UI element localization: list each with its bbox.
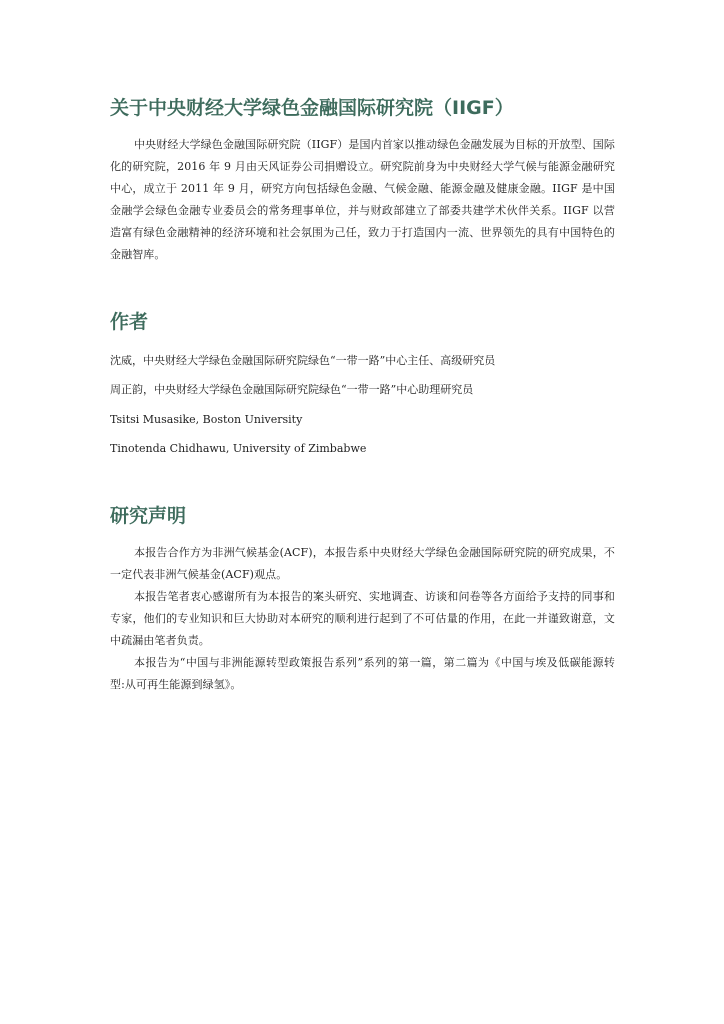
author-item: 沈威，中央财经大学绿色金融国际研究院绿色“一带一路”中心主任、高级研究员 bbox=[110, 354, 496, 367]
statement-paragraph: 本报告为“中国与非洲能源转型政策报告系列”系列的第一篇，第二篇为《中国与埃及低碳能源转型:从可再生能源到绿氢》。 bbox=[110, 656, 615, 691]
about-title: 关于中央财经大学绿色金融国际研究院（IIGF） bbox=[110, 97, 514, 119]
statement-paragraph: 本报告合作方为非洲气候基金(ACF)，本报告系中央财经大学绿色金融国际研究院的研究成果，不一定代表非洲气候基金(ACF)观点。 bbox=[110, 546, 615, 581]
author-item: Tinotenda Chidhawu, University of Zimbabwe bbox=[110, 442, 367, 455]
statement-paragraph: 本报告笔者衷心感谢所有为本报告的案头研究、实地调查、访谈和问卷等各方面给予支持的同事和专家，他们的专业知识和巨大协助对本研究的顺利进行起到了不可估量的作用，在此一并谨致谢意，文中疏漏由笔者负责。 bbox=[110, 590, 615, 647]
author-item: Tsitsi Musasike, Boston University bbox=[110, 413, 303, 426]
authors-title: 作者 bbox=[110, 311, 149, 333]
about-paragraph: 中央财经大学绿色金融国际研究院（IIGF）是国内首家以推动绿色金融发展为目标的开放型、国际化的研究院，2016 年 9 月由天风证券公司捐赠设立。研究院前身为中央财经大学气候与能源金融研究中心，成立于 2011 年 9 月，研究方向包括绿色金融、气候金融、能源金融及健康金融。IIGF 是中国金融学会绿色金融专业委员会的常务理事单位，并与财政部建立了部委共建学术伙伴关系。IIGF 以营造富有绿色金融精神的经济环境和社会氛围为己任，致力于打造国内一流、世界领先的具有中国特色的金融智库。 bbox=[110, 138, 615, 261]
statement-title: 研究声明 bbox=[110, 505, 187, 527]
author-item: 周正韵，中央财经大学绿色金融国际研究院绿色“一带一路”中心助理研究员 bbox=[110, 383, 474, 396]
